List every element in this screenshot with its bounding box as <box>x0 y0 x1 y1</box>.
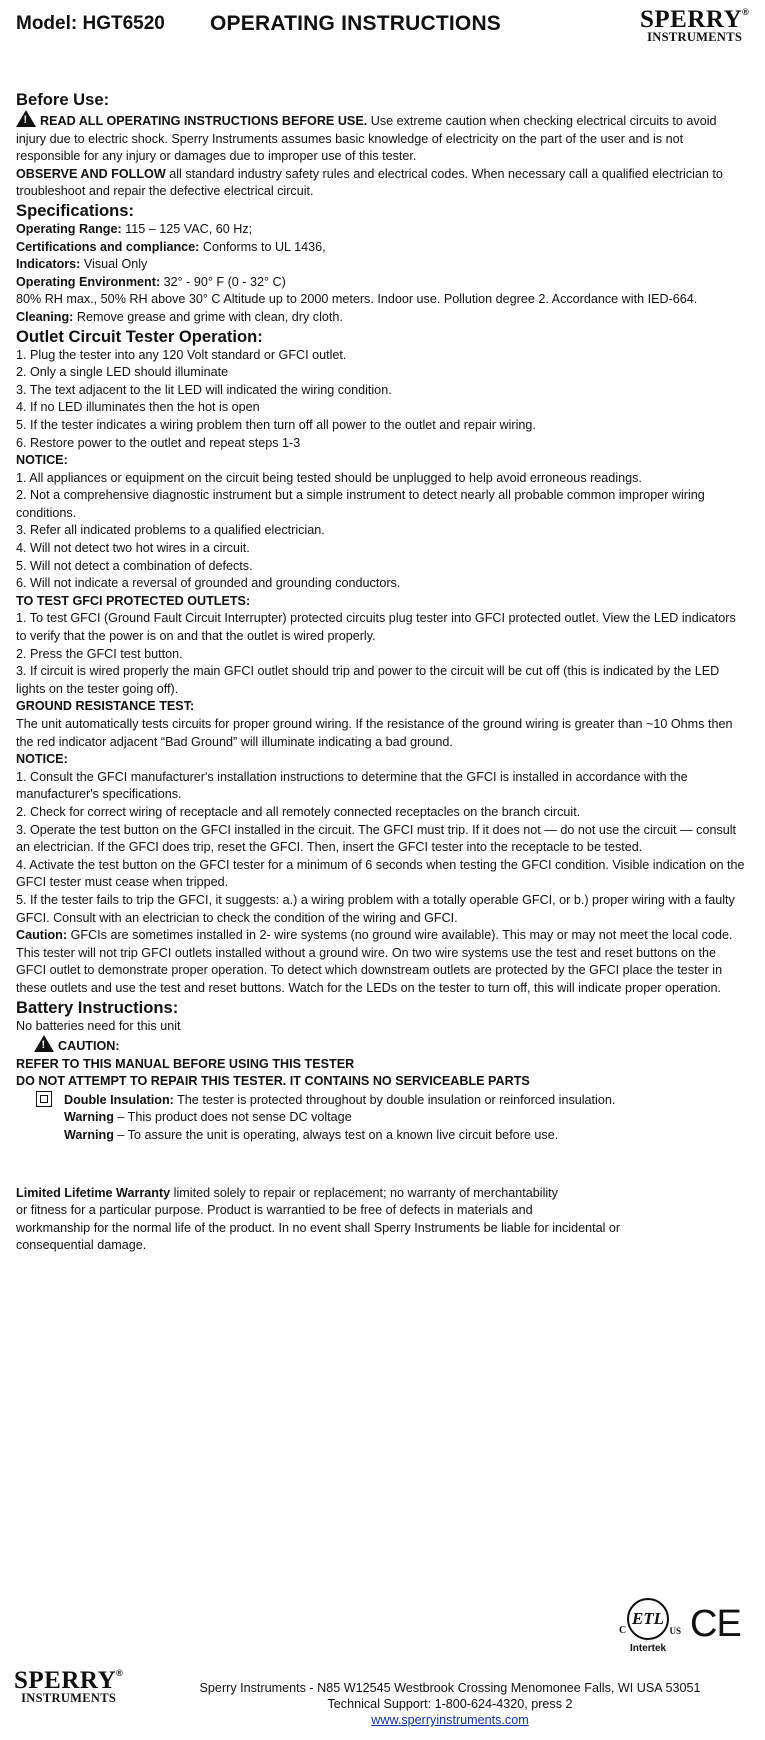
caution-line-1: REFER TO THIS MANUAL BEFORE USING THIS TESTER <box>16 1056 355 1071</box>
logo-reg-mark: ® <box>742 7 750 17</box>
list-item: 3. The text adjacent to the lit LED will indicated the wiring condition. <box>16 382 392 397</box>
etl-certification-mark <box>619 1598 681 1654</box>
warning-label: Warning <box>64 1110 114 1125</box>
list-item: 2. Only a single LED should illuminate <box>16 365 229 380</box>
logo-reg-mark: ® <box>116 1668 124 1678</box>
double-insulation-icon <box>36 1091 52 1107</box>
double-insulation-text: The tester is protected throughout by double insulation or reinforced insulation. <box>173 1092 616 1107</box>
before-use-heading: Before Use: <box>16 90 110 109</box>
notice-heading: NOTICE: <box>16 453 68 468</box>
list-item: 3. Operate the test button on the GFCI installed in the circuit. The GFCI must trip. If it does not — do not use the circuit — consult an electrician. If the GFCI does trip, reset the GFCI. Then, insert the GFCI tester into the receptacle to be tested. <box>16 822 737 855</box>
list-item: 1. Consult the GFCI manufacturer's installation instructions to determine that the GFCI is installed in accordance with the manufacturer's specifications. <box>16 769 688 802</box>
spec-label: Certifications and compliance: <box>16 239 200 254</box>
caution-label: Caution: <box>16 928 68 943</box>
caution-text: GFCIs are sometimes installed in 2- wire systems (no ground wire available). This may or may not meet the local code. This tester will not trip GFCI outlets installed without a ground wire. On two wire systems use the test and reset buttons on the GFCI outlet to demonstrate proper operation. To detect which downstream outlets are protected by the GFCI place the tester in these outlets and use the test and reset buttons. Watch for the LEDs on the tester to turn off, this will indicate proper operation. <box>16 928 733 995</box>
spec-value: Remove grease and grime with clean, dry cloth. <box>73 309 343 324</box>
warning-text: – To assure the unit is operating, always test on a known live circuit before use. <box>113 1128 559 1143</box>
caution-triangle-icon <box>34 1035 54 1052</box>
before-use-p2-bold: OBSERVE AND FOLLOW <box>16 166 166 181</box>
warning-text: – This product does not sense DC voltage <box>113 1110 352 1125</box>
before-use-paragraph-2 <box>16 166 746 201</box>
caution-paragraph <box>16 927 746 997</box>
website-link[interactable]: www.sperryinstruments.com <box>371 1713 529 1727</box>
warning-triangle-icon <box>16 110 36 127</box>
list-item: 2. Not a comprehensive diagnostic instrument but a simple instrument to detect nearly all probable common improper wiring conditions. <box>16 488 705 520</box>
double-insulation-label: Double Insulation: <box>64 1092 174 1107</box>
spec-label: Operating Environment: <box>16 274 161 289</box>
notice-list-1 <box>16 470 746 593</box>
footer <box>170 1680 730 1728</box>
spec-value: Visual Only <box>80 257 148 272</box>
document-body <box>16 90 746 1255</box>
logo-line2: INSTRUMENTS <box>21 1690 117 1705</box>
caution-title-line <box>16 1035 746 1056</box>
before-use-p1-text: Use extreme caution when checking electrical circuits to avoid injury due to electric shock. Sperry Instruments assumes basic knowledge of electricity on the part of the user and is not responsible for any injury or damages due to improper use of this tester. <box>16 114 717 164</box>
spec-value: 80% RH max., 50% RH above 30° C Altitude up to 2000 meters. Indoor use. Pollution degree 2. Accordance with IED-664. <box>16 292 698 307</box>
list-item: 1. All appliances or equipment on the circuit being tested should be unplugged to help avoid erroneous readings. <box>16 470 642 485</box>
logo-line1: SPERRY <box>640 6 743 33</box>
battery-heading: Battery Instructions: <box>16 997 179 1017</box>
list-item: 3. If circuit is wired properly the main GFCI outlet should trip and power to the circuit will be cut off (this is indicated by the LED lights on the tester going off). <box>16 664 720 696</box>
sperry-logo-footer <box>14 1669 123 1705</box>
logo-line1: SPERRY <box>14 1667 117 1694</box>
model-number: Model: HGT6520 <box>16 13 165 34</box>
ce-mark: CE <box>690 1603 741 1645</box>
etl-label: ETL <box>631 1609 665 1628</box>
spec-label: Operating Range: <box>16 221 122 236</box>
outlet-steps <box>16 347 746 453</box>
battery-text: No batteries need for this unit <box>16 1018 181 1033</box>
before-use-p1-bold: READ ALL OPERATING INSTRUCTIONS BEFORE USE. <box>40 114 368 128</box>
warranty-label: Limited Lifetime Warranty <box>16 1185 171 1200</box>
gfci-test-list <box>16 610 746 698</box>
outlet-operation-heading: Outlet Circuit Tester Operation: <box>16 326 263 346</box>
list-item: 5. If the tester fails to trip the GFCI, it suggests: a.) a wiring problem with a totally operable GFCI, or b.) proper wiring with a faulty GFCI. Consult with an electrician to check the condition of the wiring and GFCI. <box>16 892 735 925</box>
specifications-list <box>16 221 746 327</box>
footer-support: Technical Support: 1-800-624-4320, press 2 <box>327 1697 573 1711</box>
list-item: 1. To test GFCI (Ground Fault Circuit Interrupter) protected circuits plug tester into GFCI protected outlet. View the LED indicators to verify that the power is on and that the outlet is wired properly. <box>16 611 736 644</box>
list-item: 2. Check for correct wiring of receptacle and all remotely connected receptacles on the branch circuit. <box>16 804 581 819</box>
ground-test-heading: GROUND RESISTANCE TEST: <box>16 699 195 714</box>
list-item: 4. Will not detect two hot wires in a circuit. <box>16 541 250 556</box>
warranty-line-1 <box>16 1185 746 1203</box>
etl-us-label: US <box>669 1626 681 1636</box>
list-item: 6. Will not indicate a reversal of grounded and grounding conductors. <box>16 576 401 591</box>
spec-label: Indicators: <box>16 257 81 272</box>
double-insulation-line <box>16 1091 746 1110</box>
caution-line-2: DO NOT ATTEMPT TO REPAIR THIS TESTER. IT CONTAINS NO SERVICEABLE PARTS <box>16 1074 530 1089</box>
spec-value: 32° - 90° F (0 - 32° C) <box>160 274 286 289</box>
caution-title: CAUTION: <box>58 1039 120 1054</box>
list-item: 6. Restore power to the outlet and repeat steps 1-3 <box>16 435 301 450</box>
specifications-heading: Specifications: <box>16 200 135 220</box>
spec-item <box>16 274 746 292</box>
etl-circle-icon <box>619 1598 681 1640</box>
spec-item <box>16 291 746 309</box>
before-use-p2-text: all standard industry safety rules and electrical codes. When necessary call a qualified electrician to troubleshoot and repair the defective electrical circuit. <box>16 166 723 199</box>
list-item: 2. Press the GFCI test button. <box>16 646 183 661</box>
warning-line-1 <box>16 1109 746 1127</box>
spec-item <box>16 309 746 327</box>
spec-item <box>16 239 746 257</box>
list-item: 4. Activate the test button on the GFCI tester for a minimum of 6 seconds when testing the GFCI condition. Visible indication on the GFCI tester must cease when tripped. <box>16 857 745 890</box>
etl-c-label: C <box>619 1625 627 1636</box>
gfci-test-heading: TO TEST GFCI PROTECTED OUTLETS: <box>16 593 251 608</box>
warranty-line-4: consequential damage. <box>16 1238 147 1253</box>
notice-heading-2: NOTICE: <box>16 752 68 767</box>
spec-item <box>16 256 746 274</box>
spec-value: Conforms to UL 1436, <box>199 239 326 254</box>
document-title: OPERATING INSTRUCTIONS <box>210 12 502 35</box>
spec-value: 115 – 125 VAC, 60 Hz; <box>121 221 253 236</box>
warning-line-2 <box>16 1127 746 1145</box>
warranty-block <box>16 1185 746 1255</box>
list-item: 5. If the tester indicates a wiring problem then turn off all power to the outlet and repair wiring. <box>16 417 536 432</box>
list-item: 4. If no LED illuminates then the hot is open <box>16 400 260 415</box>
spec-item <box>16 221 746 239</box>
list-item: 3. Refer all indicated problems to a qualified electrician. <box>16 523 325 538</box>
before-use-paragraph-1 <box>16 110 746 166</box>
intertek-label: Intertek <box>629 1643 667 1654</box>
warranty-line-2: or fitness for a particular purpose. Product is warrantied to be free of defects in materials and <box>16 1203 533 1218</box>
sperry-logo <box>640 8 749 44</box>
warning-label: Warning <box>64 1128 114 1143</box>
list-item: 1. Plug the tester into any 120 Volt standard or GFCI outlet. <box>16 347 347 362</box>
warranty-line-3: workmanship for the normal life of the product. In no event shall Sperry Instruments be liable for incidental or <box>16 1220 621 1235</box>
list-item: 5. Will not detect a combination of defects. <box>16 558 253 573</box>
ground-test-text: The unit automatically tests circuits for proper ground wiring. If the resistance of the ground wiring is greater than ~10 Ohms then the red indicator adjacent “Bad Ground” will illuminate indicating a bad ground. <box>16 717 733 749</box>
warranty-text: limited solely to repair or replacement; no warranty of merchantability <box>170 1185 558 1200</box>
logo-line2: INSTRUMENTS <box>647 29 743 44</box>
spec-label: Cleaning: <box>16 309 74 324</box>
footer-address: Sperry Instruments - N85 W12545 Westbrook Crossing Menomonee Falls, WI USA 53051 <box>199 1681 701 1695</box>
notice-list-2 <box>16 769 746 927</box>
